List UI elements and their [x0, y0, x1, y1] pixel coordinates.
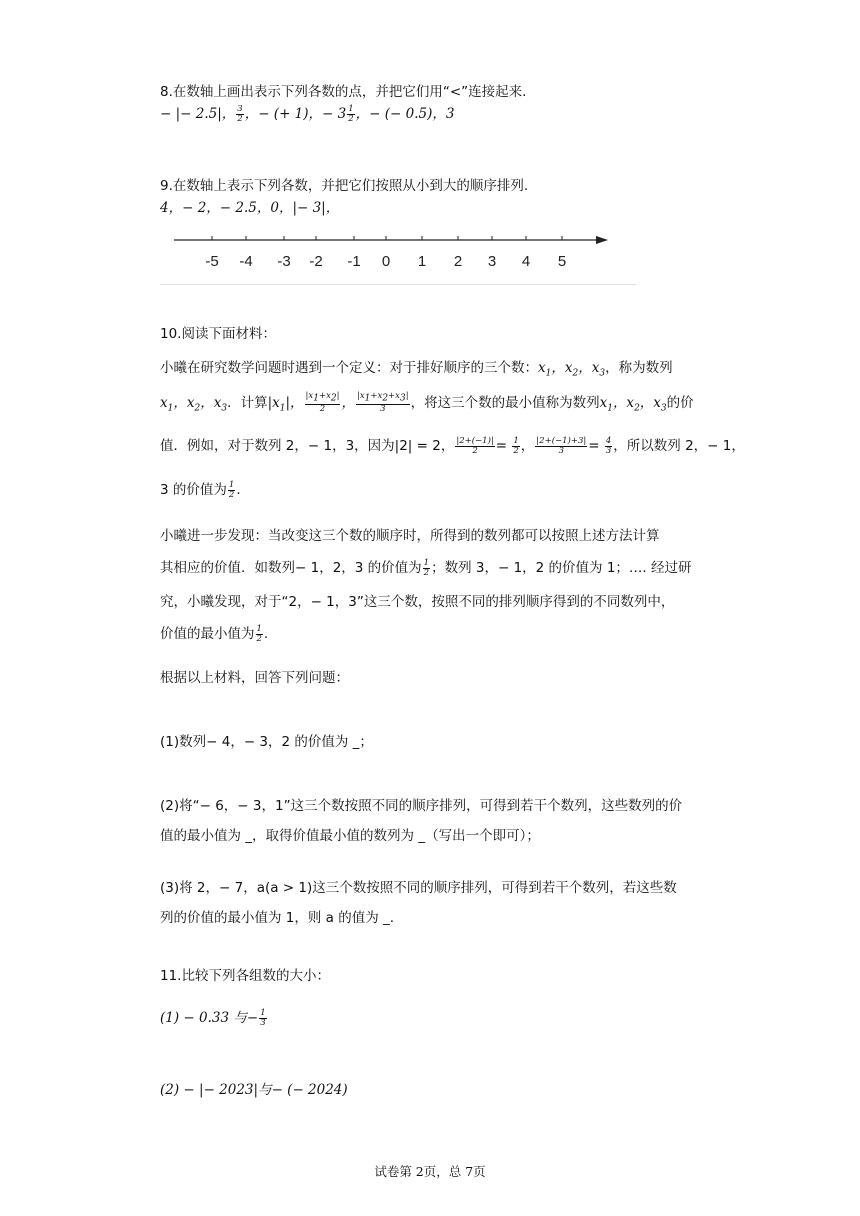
q10-sub-1: (1)数列− 4，− 3，2 的价值为 _； — [160, 734, 373, 750]
q8-num-a: − |− 2.5|， — [160, 106, 236, 122]
axis-tick-label: 5 — [557, 253, 567, 270]
number-line — [160, 226, 636, 286]
axis-tick-label: 1 — [417, 253, 427, 270]
q10-para-9: 根据以上材料，回答下列问题： — [160, 670, 349, 686]
separator — [160, 284, 636, 285]
q10-para-3: 值．例如，对于数列 2，− 1，3，因为|2| = 2， $\frac{|2+(-1)|}{2}$ = $\frac{1}{2}$ ， $\frac{|2+(-1)+3|}{3}$ = $\frac{4}{3}$ ，所以数列 2，− 1， — [160, 435, 745, 456]
q8-num-c: ，− (− 0.5)，3 — [355, 106, 455, 122]
q8-numbers — [160, 104, 454, 124]
axis-tick-label: -4 — [239, 253, 253, 270]
q10-sub-2b: 值的最小值为 _，取得价值最小值的数列为 _（写出一个即可）； — [160, 828, 540, 844]
axis-tick-label: -5 — [205, 253, 219, 270]
q8-frac: $\frac{3}{2}$ — [237, 104, 243, 124]
q10-sub-2a: (2)将“− 6，− 3，1”这三个数按照不同的顺序排列，可得到若干个数列，这些数列的价 — [160, 798, 683, 814]
axis-tick-label: 4 — [521, 253, 531, 270]
q10-para-2: $x_1$，$x_2$，$x_3$．计算$|x_1|$， $\frac{|x_1+x_2|}{2}$ ， $\frac{|x_1+x_2+x_3|}{3}$ ，将这三个数的最小值称为数列$x_1$，$x_2$，$x_3$的价 — [160, 391, 694, 414]
q9-numbers: 4，− 2，− 2.5，0，|− 3|， — [160, 200, 340, 216]
axis-tick-label: 0 — [381, 253, 391, 270]
q11-sub-2: (2) − |− 2023|与− (− 2024) — [160, 1082, 348, 1098]
q8-num-b: ，− (+ 1)，− 3 — [244, 106, 347, 122]
axis-tick-label: -2 — [309, 253, 323, 270]
q8-title: 8.在数轴上画出表示下列各数的点，并把它们用“<”连接起来. — [160, 84, 527, 100]
axis-tick-label: 3 — [487, 253, 497, 270]
q10-para-8: 价值的最小值为 $\frac{1}{2}$ . — [160, 623, 269, 644]
axis-tick-label: 2 — [453, 253, 463, 270]
q10-sub-3b: 列的价值的最小值为 1，则 a 的值为 _. — [160, 910, 395, 926]
q10-para-1: 小曦在研究数学问题时遇到一个定义：对于排好顺序的三个数：$x_1$，$x_2$，$x_3$，称为数列 — [160, 360, 673, 379]
q10-para-4: 3 的价值为 $\frac{1}{2}$ . — [160, 479, 241, 500]
axis-tick-label: -1 — [347, 253, 361, 270]
q11-sub-1: (1) − 0.33 与− $\frac{1}{3}$ — [160, 1008, 266, 1028]
q11-title: 11.比较下列各组数的大小： — [160, 968, 330, 984]
q10-para-6: 其相应的价值．如数列− 1，2，3 的价值为 $\frac{1}{2}$ ；数列 3，− 1，2 的价值为 1；…. 经过研 — [160, 557, 692, 578]
q9-title: 9.在数轴上表示下列各数，并把它们按照从小到大的顺序排列. — [160, 178, 529, 194]
q10-sub-3a: (3)将 2，− 7，a(a > 1)这三个数按照不同的顺序排列，可得到若干个数列，若这些数 — [160, 880, 677, 896]
page-footer: 试卷第 2页，总 7页 — [374, 1164, 486, 1179]
q10-para-5: 小曦进一步发现：当改变这三个数的顺序时，所得到的数列都可以按照上述方法计算 — [160, 528, 660, 544]
axis-arrow-icon — [596, 236, 608, 244]
q10-title: 10.阅读下面材料： — [160, 326, 276, 342]
axis-tick-label: -3 — [277, 253, 291, 270]
q10-para-7: 究，小曦发现，对于“2，− 1，3”这三个数，按照不同的排列顺序得到的不同数列中， — [160, 594, 675, 610]
q8-mixed-frac: $\frac{1}{2}$ — [348, 104, 354, 124]
